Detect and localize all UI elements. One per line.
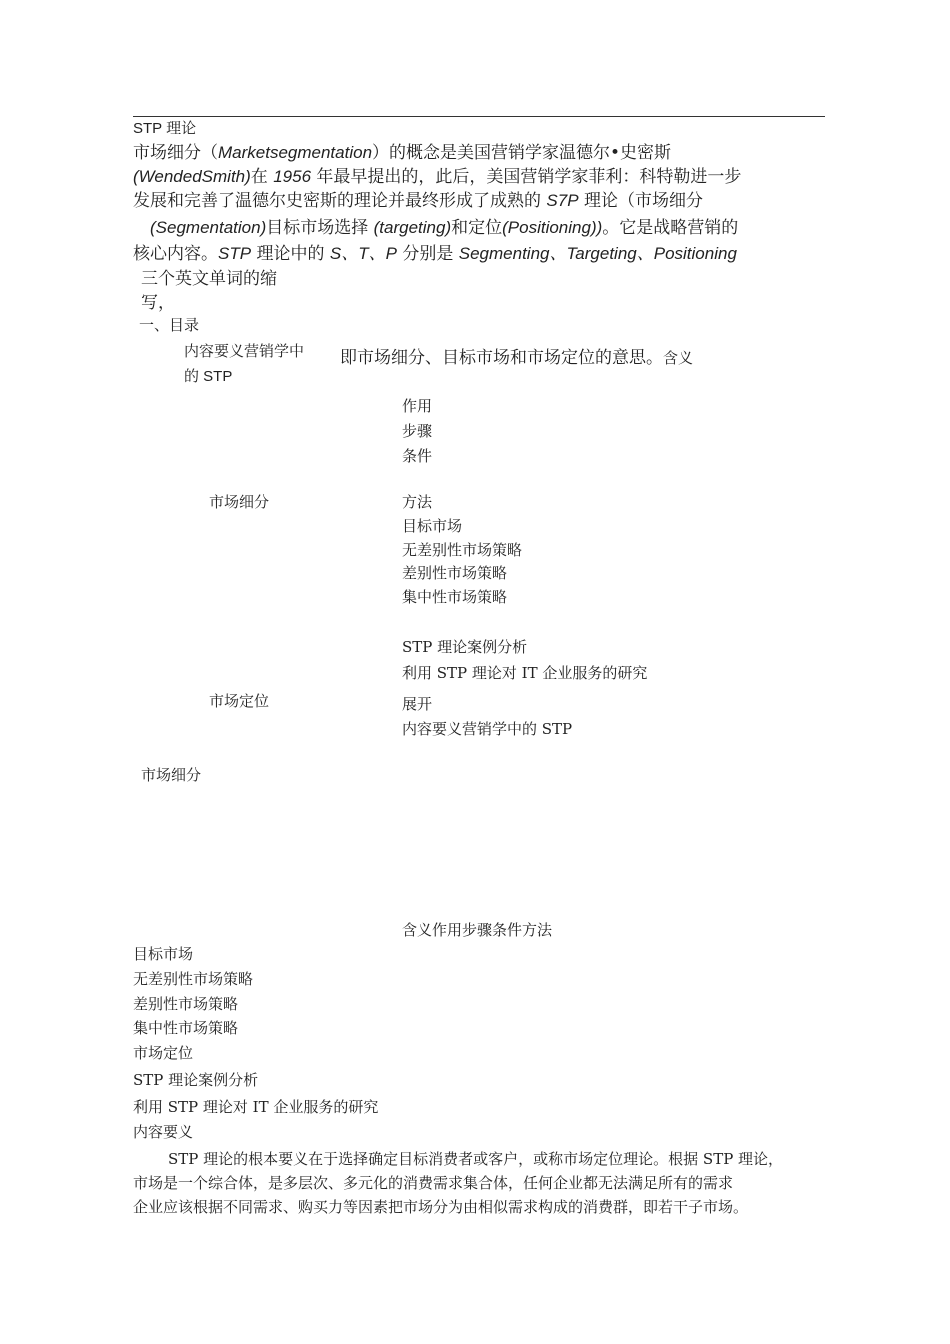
section-list-item: 目标市场 <box>133 945 194 963</box>
toc-expand: 展开 <box>402 695 433 713</box>
intro-line-1: 市场细分（Marketsegmentation）的概念是美国营销学家温德尔•史密斯 <box>133 143 672 163</box>
toc-left-line-2: 的 STP <box>184 368 233 385</box>
intro-line-5: 核心内容。STP 理论中的 S、T、P 分别是 Segmenting、Targeting、Positioning <box>133 244 737 264</box>
toc-item: 集中性市场策略 <box>402 588 508 606</box>
toc-case-1: STP 理论案例分析 <box>402 638 528 656</box>
toc-item: 方法 <box>402 493 433 511</box>
body-line-2: 市场是一个综合体，是多层次、多元化的消费需求集合体，任何企业都无法满足所有的需求 <box>133 1174 734 1192</box>
toc-item: 目标市场 <box>402 517 463 535</box>
section-case-2: 利用 STP 理论对 IT 企业服务的研究 <box>133 1098 379 1116</box>
section-case-1: STP 理论案例分析 <box>133 1071 259 1089</box>
body-line-3: 企业应该根据不同需求、购买力等因素把市场分为由相似需求构成的消费群，即若干子市场。 <box>133 1198 749 1216</box>
toc-item: 无差别性市场策略 <box>402 541 523 559</box>
intro-line-6: 三个英文单词的缩 <box>141 269 277 289</box>
toc-content-stp: 内容要义营销学中的 STP <box>402 720 573 738</box>
intro-line-7: 写， <box>141 293 175 313</box>
section-concat-line: 含义作用步骤条件方法 <box>402 921 553 939</box>
section-market-seg: 市场细分 <box>141 766 202 784</box>
section-content-heading: 内容要义 <box>133 1123 194 1141</box>
section-list-item: 差别性市场策略 <box>133 995 239 1013</box>
toc-left-line-1: 内容要义营销学中 <box>184 342 305 360</box>
toc-item: 步骤 <box>402 422 433 440</box>
section-list-item: 市场定位 <box>133 1044 194 1062</box>
toc-segment-label: 市场细分 <box>209 493 270 511</box>
toc-positioning-label: 市场定位 <box>209 692 270 710</box>
header-rule <box>133 116 825 117</box>
toc-item: 差别性市场策略 <box>402 564 508 582</box>
section-list-item: 集中性市场策略 <box>133 1019 239 1037</box>
toc-case-2: 利用 STP 理论对 IT 企业服务的研究 <box>402 664 648 682</box>
intro-line-3: 发展和完善了温德尔史密斯的理论并最终形成了成熟的 S7P 理论（市场细分 <box>133 191 703 211</box>
toc-heading: 一、目录 <box>139 316 200 334</box>
intro-line-4: (Segmentation)目标市场选择 (targeting)和定位(Positioning))。它是战略营销的 <box>150 218 739 238</box>
intro-line-2: (WendedSmith)在 1956 年最早提出的，此后，美国营销学家菲利：科特勒进一步 <box>133 167 742 187</box>
toc-item: 条件 <box>402 447 433 465</box>
doc-title: STP 理论 <box>133 120 197 137</box>
section-list-item: 无差别性市场策略 <box>133 970 254 988</box>
toc-definition: 即市场细分、目标市场和市场定位的意思。含义 <box>340 348 694 368</box>
body-line-1: STP 理论的根本要义在于选择确定目标消费者或客户，或称市场定位理论。根据 STP 理论， <box>168 1150 784 1168</box>
toc-item: 作用 <box>402 397 433 415</box>
